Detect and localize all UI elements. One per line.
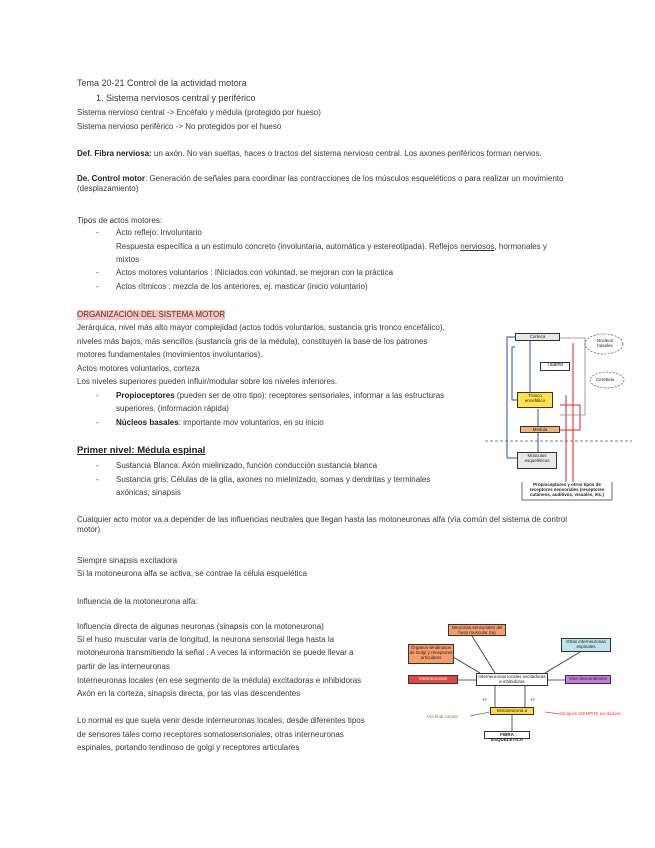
bullet: - <box>96 391 99 400</box>
cerebelo-label: Cerebelo <box>596 377 615 382</box>
influencia-heading: Influencia de la motoneurona alfa: <box>77 597 198 606</box>
propio-item-2: superiores. (información rápida) <box>116 404 229 413</box>
normal-line-1: Lo normal es que suela venir desde interneuronas locales, desde diferentes tipos <box>77 716 365 725</box>
nucleos-item: Núcleos basales: importante mov voluntarios, en su inicio <box>116 418 324 427</box>
sinapsis-excitadora-label: Sinapsis SIEMPRE excitadora <box>560 711 621 716</box>
inf-line-6: Axón en la corteza, sinapsis directa, por las vías descendentes <box>77 689 301 698</box>
inf-line-1: Influencia directa de algunas neuronas (sinapsis con la motoneurona) <box>77 622 324 631</box>
org-p3: motores fundamentales (movimientos involuntarios). <box>77 350 263 359</box>
inf-line-3: motoneurona transmitiendo la señal . A veces la información se puede llevar a <box>77 648 354 657</box>
interneuronas-box: Interneuronas <box>408 675 458 684</box>
def-control: De. Control motor: Generación de señales para coordinar las contracciones de los músculos esqueléticos o para realizar un movimiento (desplazamiento) <box>77 174 564 193</box>
org-p5: Los niveles superiores pueden influir/modular sobre los niveles inferiores. <box>77 377 338 386</box>
nucleos-basales-label: Núcleos basales <box>596 338 614 348</box>
medula-box: Médula <box>520 426 560 433</box>
otras-interneuronas-box: Otras interneuronas espinales <box>561 638 611 652</box>
neuronas-sensoriales-box: Neuronas sensoriales del huso muscular (Ia) <box>448 624 506 636</box>
bullet: - <box>96 461 99 470</box>
fibra-esqueletica-box: FIBRA ESQUELÉTICA <box>484 731 530 739</box>
organizacion-heading: ORGANIZACIÓN DEL SISTEMA MOTOR <box>77 310 226 319</box>
ritmicos-item: Actos rítmicos : mezcla de los anteriores, ej. masticar (inicio voluntario) <box>116 282 368 291</box>
section-heading: 1. Sistema nerviosos central y periférico <box>96 93 256 103</box>
motoneurona-box: Motoneurona α <box>490 707 534 715</box>
corteza-box: Corteza <box>515 333 560 341</box>
primer-nivel-heading: Primer nivel: Médula espinal <box>77 445 206 456</box>
via-final-comun-label: Vía final común <box>427 714 459 719</box>
org-p1: Jerárquica, nivel más alto mayor complejidad (actos todos voluntarios, sustancia gris tronco encefálico), <box>77 323 445 332</box>
siempre-line: Siempre sinapsis excitadora <box>77 556 178 565</box>
inf-line-2: Si el huso muscular varía de longitud, la neurona sensorial llega hasta la <box>77 635 335 644</box>
gris-item: Sustancia gris: Células de la glía, axones no mielinizado, somas y dendritas y terminales <box>116 475 431 484</box>
reflejo-item: Acto reflejo: Involuntario <box>116 228 202 237</box>
cualquier-paragraph: Cualquier acto motor va a depender de las influencias neutrales que llegan hasta las motoneuronas alfa (vía común del sistema de control motor) <box>77 515 568 534</box>
page-title: Tema 20-21 Control de la actividad motora <box>77 78 247 88</box>
normal-line-3: espinales, portando tendinoso de golgi y receptores articulares <box>77 743 300 752</box>
tronco-box: Tronco encefálico <box>517 392 553 408</box>
propio-item: Propioceptores (pueden ser de otro tipo): receptores sensoriales, informar a las estructuras <box>116 391 445 400</box>
golgi-box: Órganos tendinosos de Golgi y receptores articulares <box>408 644 454 664</box>
bullet: - <box>96 228 99 237</box>
bullet: - <box>96 268 99 277</box>
bullet: - <box>96 418 99 427</box>
tipos-heading: Tipos de actos motores: <box>77 216 163 225</box>
voluntarios-item: Actos motores voluntarios : INiciados con voluntad, se mejoran con la práctica <box>116 268 394 277</box>
plus-minus-left: +/- <box>482 697 488 702</box>
org-p2: niveles más bajos, más sencillos (sustancia gris de la médula), constituyen la base de los patrones <box>77 337 428 346</box>
bullet: - <box>96 475 99 484</box>
vias-descendentes-box: Vías descendentes <box>565 675 611 684</box>
si-moto-line: Si la motoneurona alfa se activa, se contrae la célula esquelética <box>77 569 307 578</box>
blanca-item: Sustancia Blanca: Axón mielinizado, función conducción sustancia blanca <box>116 461 378 470</box>
interneuronas-locales-box: Interneuronas locales excitadoras e inhibidoras <box>476 673 548 686</box>
reflejo-desc-end: mixtos <box>116 255 140 264</box>
inf-line-4: partir de las interneuronas <box>77 662 170 671</box>
normal-line-2: de sensores tales como receptores somatosensoriales, otras interneuronas <box>77 730 344 739</box>
receptores-caption: Propioceptores y otros tipos de receptores sensoriales (receptores cutáneos, auditivos, visuales, etc.) <box>529 482 605 497</box>
reflejo-desc: Respuesta específica a un estímulo concreto (involuntaria, automática y estereotipada). Reflejos nerviosos, hormonales y <box>116 242 547 251</box>
talamo-box: Tálamo <box>540 362 570 371</box>
gris-item-2: axónicas, sinapsis <box>116 488 181 497</box>
def-fibra: Def. Fibra nerviosa: un axón. No van sueltas, haces o tractos del sistema nervioso central. Los axones periféricos forman nervios. <box>77 149 542 158</box>
org-p4: Actos motores voluntarios, corteza <box>77 364 200 373</box>
plus-minus-right: +/- <box>530 697 536 702</box>
bullet: - <box>96 282 99 291</box>
snc-line: Sistema nervioso central -> Encéfalo y médula (protegido por hueso) <box>77 108 321 117</box>
snp-line: Sistema nervioso periférico -> No protegidos por el hueso <box>77 122 282 131</box>
musculos-box: Músculos esqueléticos <box>517 452 557 469</box>
inf-line-5: Interneuronas locales (en ese segmento de la médula) excitadoras e inhibidoras <box>77 676 362 685</box>
